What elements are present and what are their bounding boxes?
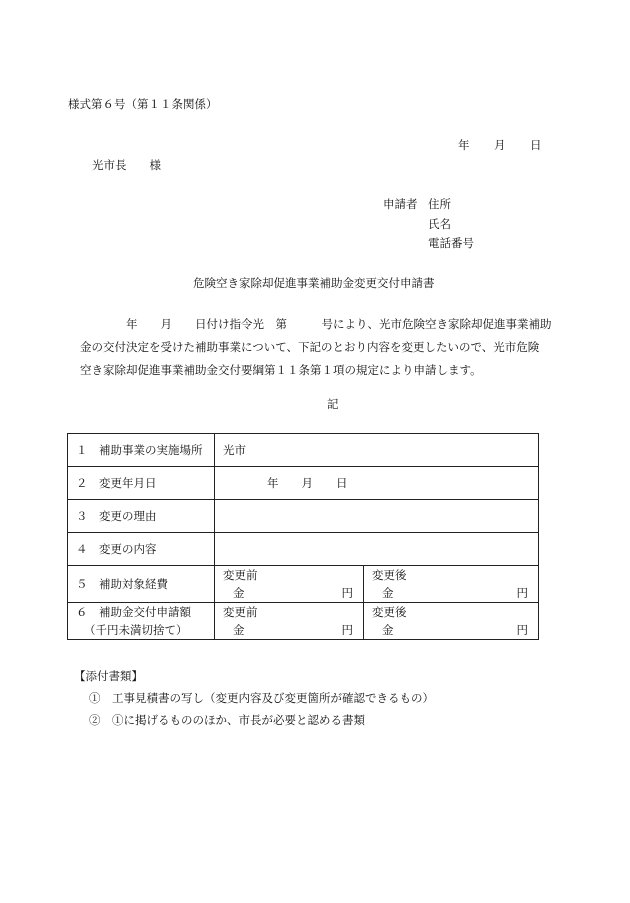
attachment-item-1: ① 工事見積書の写し（変更内容及び変更箇所が確認できるもの）: [89, 691, 434, 705]
change-reason-cell: [215, 500, 539, 533]
project-location-value: 光市: [215, 434, 539, 467]
application-table: [67, 433, 539, 640]
yen-label: 円: [516, 586, 528, 600]
intro-paragraph: [80, 313, 552, 382]
applicant-role-label: 申請者: [383, 197, 418, 211]
applicant-name-label: 氏名: [428, 217, 451, 231]
cost-after-cell: [364, 566, 539, 603]
form-number: 様式第６号（第１１条関係）: [68, 97, 218, 111]
kin-label: 金: [382, 586, 394, 600]
date-month-label: 月: [494, 138, 506, 152]
date-year-label: 年: [458, 138, 470, 152]
before-label: 変更前: [223, 568, 258, 582]
amount-before-cell: [215, 603, 364, 640]
date-day-label: 日: [530, 138, 542, 152]
table-row: [68, 500, 539, 533]
change-date-text: 年 月 日: [267, 476, 348, 490]
row-label: ４ 変更の内容: [68, 533, 215, 566]
before-label: 変更前: [223, 605, 258, 619]
row-label: ３ 変更の理由: [68, 500, 215, 533]
cost-before-cell: [215, 566, 364, 603]
table-row: [68, 603, 539, 640]
attachments-heading: 【添付書類】: [74, 669, 143, 683]
after-label: 変更後: [372, 568, 407, 582]
document-title: 危険空き家除却促進事業補助金変更交付申請書: [193, 276, 435, 290]
row-label: １ 補助事業の実施場所: [68, 434, 215, 467]
row-label-main: ６ 補助金交付申請額: [76, 605, 191, 619]
attachments-section: [74, 665, 434, 731]
intro-line-3: 空き家除却促進事業補助金交付要綱第１１条第１項の規定により申請します。: [80, 363, 482, 377]
addressee: 光市長 様: [92, 158, 161, 172]
after-label: 変更後: [372, 605, 407, 619]
ki-label: 記: [327, 397, 339, 411]
table-row: [68, 434, 539, 467]
row-label: ５ 補助対象経費: [68, 566, 215, 603]
change-date-value: [215, 467, 539, 500]
kin-label: 金: [233, 586, 245, 600]
change-content-cell: [215, 533, 539, 566]
attachment-item-2: ② ①に掲げるもののほか、市長が必要と認める書類: [89, 713, 365, 727]
yen-label: 円: [341, 623, 353, 637]
table-row: [68, 533, 539, 566]
intro-line-2: 金の交付決定を受けた補助事業について、下記のとおり内容を変更したいので、光市危険: [80, 340, 540, 354]
amount-after-cell: [364, 603, 539, 640]
table-row: [68, 467, 539, 500]
intro-line-1: 年 月 日付け指令光 第 号により、光市危険空き家除却促進事業補助: [126, 317, 552, 331]
kin-label: 金: [382, 623, 394, 637]
applicant-address-label: 住所: [428, 197, 451, 211]
row-label-note: （千円未満切捨て）: [84, 623, 188, 637]
yen-label: 円: [516, 623, 528, 637]
applicant-phone-label: 電話番号: [428, 236, 474, 250]
table-row: [68, 566, 539, 603]
row-label: ２ 変更年月日: [68, 467, 215, 500]
yen-label: 円: [341, 586, 353, 600]
row-label: [68, 603, 215, 640]
kin-label: 金: [233, 623, 245, 637]
